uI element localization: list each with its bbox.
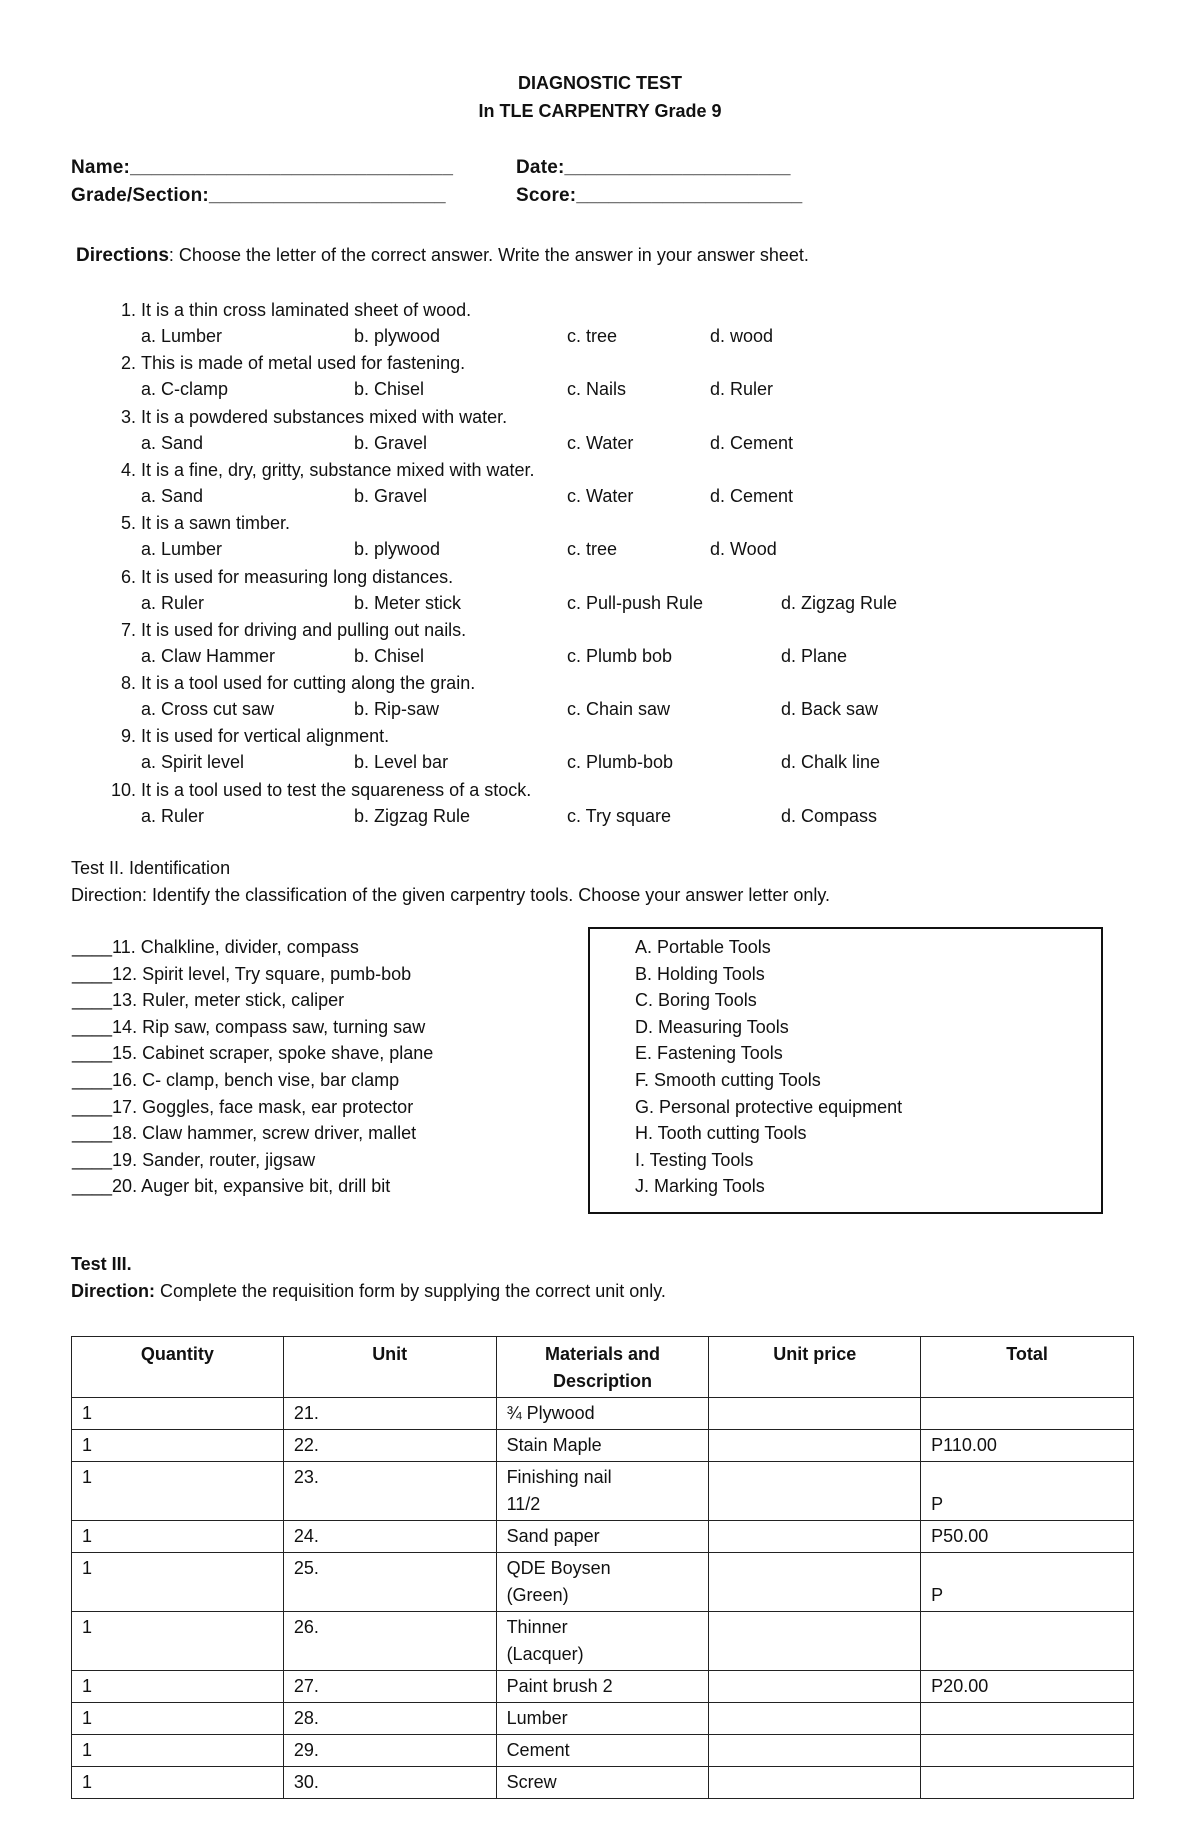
total-cell bbox=[921, 1735, 1134, 1767]
materials-cell bbox=[496, 1398, 709, 1430]
option-a: a. Sand bbox=[141, 485, 204, 506]
materials-cell bbox=[496, 1430, 709, 1462]
question-number: 10. bbox=[110, 779, 136, 800]
option-b: b. Gravel bbox=[354, 485, 428, 506]
table-body bbox=[72, 1398, 1134, 1799]
question-text: It is used for vertical alignment. bbox=[141, 726, 390, 747]
page-subtitle: In TLE CARPENTRY Grade 9 bbox=[478, 101, 722, 121]
materials-cell bbox=[496, 1612, 709, 1671]
test3-direction bbox=[71, 1281, 666, 1302]
option-b: b. Gravel bbox=[354, 432, 428, 453]
unit-cell: 23. bbox=[283, 1462, 496, 1521]
score-field: Score:_____________________ bbox=[516, 185, 803, 206]
column-header: Materials and Description bbox=[496, 1337, 709, 1398]
unit-price-cell bbox=[709, 1430, 921, 1462]
quantity-cell: 1 bbox=[72, 1612, 284, 1671]
table-row bbox=[72, 1398, 1134, 1430]
classification-choice: A. Portable Tools bbox=[635, 937, 771, 957]
unit-price-cell bbox=[709, 1735, 921, 1767]
date-field: Date:_____________________ bbox=[516, 157, 791, 178]
classification-choice: G. Personal protective equipment bbox=[635, 1096, 903, 1117]
quantity-cell: 1 bbox=[72, 1521, 284, 1553]
column-header: Total bbox=[921, 1337, 1134, 1398]
unit-price-cell bbox=[709, 1553, 921, 1612]
table-row bbox=[72, 1553, 1134, 1612]
unit-cell: 24. bbox=[283, 1521, 496, 1553]
option-d: d. Plane bbox=[781, 645, 848, 666]
materials-cell bbox=[496, 1735, 709, 1767]
column-header: Quantity bbox=[72, 1337, 284, 1398]
unit-price-cell bbox=[709, 1612, 921, 1671]
requisition-table bbox=[71, 1336, 1134, 1799]
materials-cell bbox=[496, 1553, 709, 1612]
question-number: 3. bbox=[120, 406, 136, 427]
question-text: It is a fine, dry, gritty, substance mixed with water. bbox=[141, 459, 535, 480]
option-a: a. Lumber bbox=[141, 539, 223, 560]
materials-line: Thinner bbox=[506, 1617, 568, 1637]
materials-cell bbox=[496, 1671, 709, 1703]
materials-line: Lumber bbox=[506, 1708, 568, 1728]
option-c: c. Plumb-bob bbox=[567, 752, 674, 773]
option-b: b. plywood bbox=[354, 326, 441, 346]
unit-price-cell bbox=[709, 1671, 921, 1703]
unit-price-cell bbox=[709, 1462, 921, 1521]
question-text: It is a powdered substances mixed with water. bbox=[141, 406, 508, 427]
unit-cell: 25. bbox=[283, 1553, 496, 1612]
question-text: It is a sawn timber. bbox=[141, 513, 291, 534]
quantity-cell: 1 bbox=[72, 1671, 284, 1703]
question-number: 9. bbox=[120, 726, 136, 747]
question-number: 8. bbox=[120, 673, 136, 694]
test2-direction: Direction: Identify the classification of the given carpentry tools. Choose your answer letter only. bbox=[71, 885, 831, 905]
total-cell bbox=[921, 1767, 1134, 1799]
table-row bbox=[72, 1703, 1134, 1735]
quantity-cell: 1 bbox=[72, 1398, 284, 1430]
total-cell bbox=[921, 1521, 1134, 1553]
option-d: d. Ruler bbox=[710, 379, 774, 400]
unit-cell: 30. bbox=[283, 1767, 496, 1799]
table-row bbox=[72, 1521, 1134, 1553]
option-a: a. Ruler bbox=[141, 805, 205, 826]
option-a: a. Lumber bbox=[141, 326, 223, 346]
total-line: P50.00 bbox=[931, 1526, 989, 1546]
option-a: a. C-clamp bbox=[141, 379, 229, 400]
column-header: Unit price bbox=[709, 1337, 921, 1398]
directions bbox=[76, 245, 809, 267]
test3-direction-text: Complete the requisition form by supplying the correct unit only. bbox=[155, 1281, 666, 1301]
materials-cell bbox=[496, 1521, 709, 1553]
option-a: a. Claw Hammer bbox=[141, 645, 276, 666]
identification-item: ____14. Rip saw, compass saw, turning saw bbox=[72, 1016, 426, 1037]
question-number: 7. bbox=[120, 619, 136, 640]
identification-item: ____16. C- clamp, bench vise, bar clamp bbox=[72, 1070, 400, 1090]
materials-cell bbox=[496, 1462, 709, 1521]
total-line: P20.00 bbox=[931, 1676, 989, 1696]
test2-heading: Test II. Identification bbox=[71, 858, 231, 878]
total-line: P bbox=[931, 1494, 944, 1514]
materials-line: Sand paper bbox=[506, 1526, 600, 1546]
identification-item: ____13. Ruler, meter stick, caliper bbox=[72, 990, 345, 1011]
quantity-cell: 1 bbox=[72, 1462, 284, 1521]
directions-label: Directions bbox=[76, 245, 169, 266]
classification-choice: H. Tooth cutting Tools bbox=[635, 1123, 807, 1144]
question-text: It is a thin cross laminated sheet of wood. bbox=[141, 300, 472, 320]
materials-line: Stain Maple bbox=[506, 1435, 602, 1455]
question-text: It is a tool used to test the squareness of a stock. bbox=[141, 779, 532, 800]
option-d: d. Cement bbox=[710, 485, 794, 506]
unit-price-cell bbox=[709, 1521, 921, 1553]
identification-item: ____20. Auger bit, expansive bit, drill bit bbox=[72, 1176, 391, 1197]
table-row bbox=[72, 1430, 1134, 1462]
option-d: d. Wood bbox=[710, 539, 777, 560]
materials-line: QDE Boysen bbox=[506, 1558, 611, 1578]
total-line: P bbox=[931, 1585, 944, 1605]
materials-line: (Lacquer) bbox=[506, 1644, 584, 1664]
total-cell bbox=[921, 1703, 1134, 1735]
classification-choice: B. Holding Tools bbox=[635, 963, 765, 984]
option-c: c. Try square bbox=[567, 805, 672, 826]
unit-price-cell bbox=[709, 1767, 921, 1799]
test3-heading: Test III. bbox=[71, 1254, 132, 1274]
question-number: 4. bbox=[120, 459, 136, 480]
option-b: b. Level bar bbox=[354, 752, 449, 773]
classification-choice: I. Testing Tools bbox=[635, 1149, 754, 1170]
question-text: It is a tool used for cutting along the grain. bbox=[141, 673, 476, 694]
option-c: c. Plumb bob bbox=[567, 645, 673, 666]
materials-line: Screw bbox=[506, 1772, 557, 1792]
option-d: d. wood bbox=[710, 326, 774, 346]
quantity-cell: 1 bbox=[72, 1735, 284, 1767]
option-d: d. Chalk line bbox=[781, 752, 881, 773]
table-row bbox=[72, 1671, 1134, 1703]
total-line: P110.00 bbox=[931, 1435, 997, 1455]
option-d: d. Zigzag Rule bbox=[781, 592, 898, 613]
identification-item: ____17. Goggles, face mask, ear protector bbox=[72, 1096, 414, 1117]
classification-choice: C. Boring Tools bbox=[635, 990, 757, 1011]
option-a: a. Sand bbox=[141, 432, 204, 453]
total-cell bbox=[921, 1398, 1134, 1430]
total-line bbox=[931, 1555, 1123, 1582]
option-a: a. Ruler bbox=[141, 592, 205, 613]
total-cell bbox=[921, 1612, 1134, 1671]
question-number: 1. bbox=[120, 300, 136, 320]
question-number: 2. bbox=[120, 353, 136, 374]
option-c: c. tree bbox=[567, 539, 618, 560]
name-field: Name:______________________________ bbox=[71, 157, 454, 178]
option-d: d. Back saw bbox=[781, 699, 879, 720]
page-title: DIAGNOSTIC TEST bbox=[517, 73, 682, 93]
materials-line: Finishing nail bbox=[506, 1467, 612, 1487]
option-b: b. plywood bbox=[354, 539, 441, 560]
total-line bbox=[931, 1464, 1123, 1491]
option-a: a. Cross cut saw bbox=[141, 699, 275, 720]
quantity-cell: 1 bbox=[72, 1767, 284, 1799]
identification-item: ____18. Claw hammer, screw driver, mallet bbox=[72, 1123, 417, 1144]
identification-item: ____12. Spirit level, Try square, pumb-bob bbox=[72, 963, 412, 984]
option-b: b. Chisel bbox=[354, 645, 425, 666]
test3-direction-label: Direction: bbox=[71, 1281, 156, 1301]
option-c: c. tree bbox=[567, 326, 618, 346]
option-c: c. Chain saw bbox=[567, 699, 671, 720]
option-c: c. Water bbox=[567, 432, 634, 453]
option-c: c. Water bbox=[567, 485, 634, 506]
identification-item: ____11. Chalkline, divider, compass bbox=[72, 937, 359, 957]
identification-item: ____15. Cabinet scraper, spoke shave, plane bbox=[72, 1043, 434, 1064]
question-number: 6. bbox=[120, 566, 136, 587]
materials-line: ¾ Plywood bbox=[506, 1403, 595, 1423]
unit-cell: 26. bbox=[283, 1612, 496, 1671]
materials-cell bbox=[496, 1703, 709, 1735]
table-row bbox=[72, 1612, 1134, 1671]
option-a: a. Spirit level bbox=[141, 752, 245, 773]
option-b: b. Meter stick bbox=[354, 592, 462, 613]
classification-choice: F. Smooth cutting Tools bbox=[635, 1070, 821, 1090]
option-c: c. Nails bbox=[567, 379, 627, 400]
unit-cell: 21. bbox=[283, 1398, 496, 1430]
question-number: 5. bbox=[120, 513, 136, 534]
unit-price-cell bbox=[709, 1398, 921, 1430]
materials-line: (Green) bbox=[506, 1585, 569, 1605]
table-row bbox=[72, 1735, 1134, 1767]
directions-text: : Choose the letter of the correct answer. Write the answer in your answer sheet. bbox=[168, 245, 809, 265]
materials-line: 11/2 bbox=[506, 1494, 541, 1514]
option-d: d. Compass bbox=[781, 805, 878, 826]
option-d: d. Cement bbox=[710, 432, 794, 453]
unit-cell: 28. bbox=[283, 1703, 496, 1735]
question-text: It is used for measuring long distances. bbox=[141, 566, 454, 587]
total-cell bbox=[921, 1430, 1134, 1462]
unit-cell: 27. bbox=[283, 1671, 496, 1703]
materials-line: Cement bbox=[506, 1740, 570, 1760]
question-text: It is used for driving and pulling out nails. bbox=[141, 619, 467, 640]
identification-item: ____19. Sander, router, jigsaw bbox=[72, 1149, 316, 1170]
classification-choice: D. Measuring Tools bbox=[635, 1016, 789, 1037]
table-header-row bbox=[72, 1337, 1134, 1398]
materials-cell bbox=[496, 1767, 709, 1799]
option-b: b. Chisel bbox=[354, 379, 425, 400]
quantity-cell: 1 bbox=[72, 1703, 284, 1735]
quantity-cell: 1 bbox=[72, 1430, 284, 1462]
option-b: b. Rip-saw bbox=[354, 699, 440, 720]
unit-cell: 22. bbox=[283, 1430, 496, 1462]
table-row bbox=[72, 1767, 1134, 1799]
table-row bbox=[72, 1462, 1134, 1521]
grade-section-field: Grade/Section:______________________ bbox=[71, 185, 446, 206]
classification-choice: J. Marking Tools bbox=[635, 1176, 765, 1197]
total-cell bbox=[921, 1462, 1134, 1521]
quantity-cell: 1 bbox=[72, 1553, 284, 1612]
unit-price-cell bbox=[709, 1703, 921, 1735]
total-cell bbox=[921, 1671, 1134, 1703]
materials-line: Paint brush 2 bbox=[506, 1676, 613, 1696]
total-cell bbox=[921, 1553, 1134, 1612]
option-b: b. Zigzag Rule bbox=[354, 805, 471, 826]
column-header: Unit bbox=[283, 1337, 496, 1398]
question-text: This is made of metal used for fastening. bbox=[141, 353, 466, 374]
classification-choice: E. Fastening Tools bbox=[635, 1043, 783, 1064]
option-c: c. Pull-push Rule bbox=[567, 592, 704, 613]
unit-cell: 29. bbox=[283, 1735, 496, 1767]
